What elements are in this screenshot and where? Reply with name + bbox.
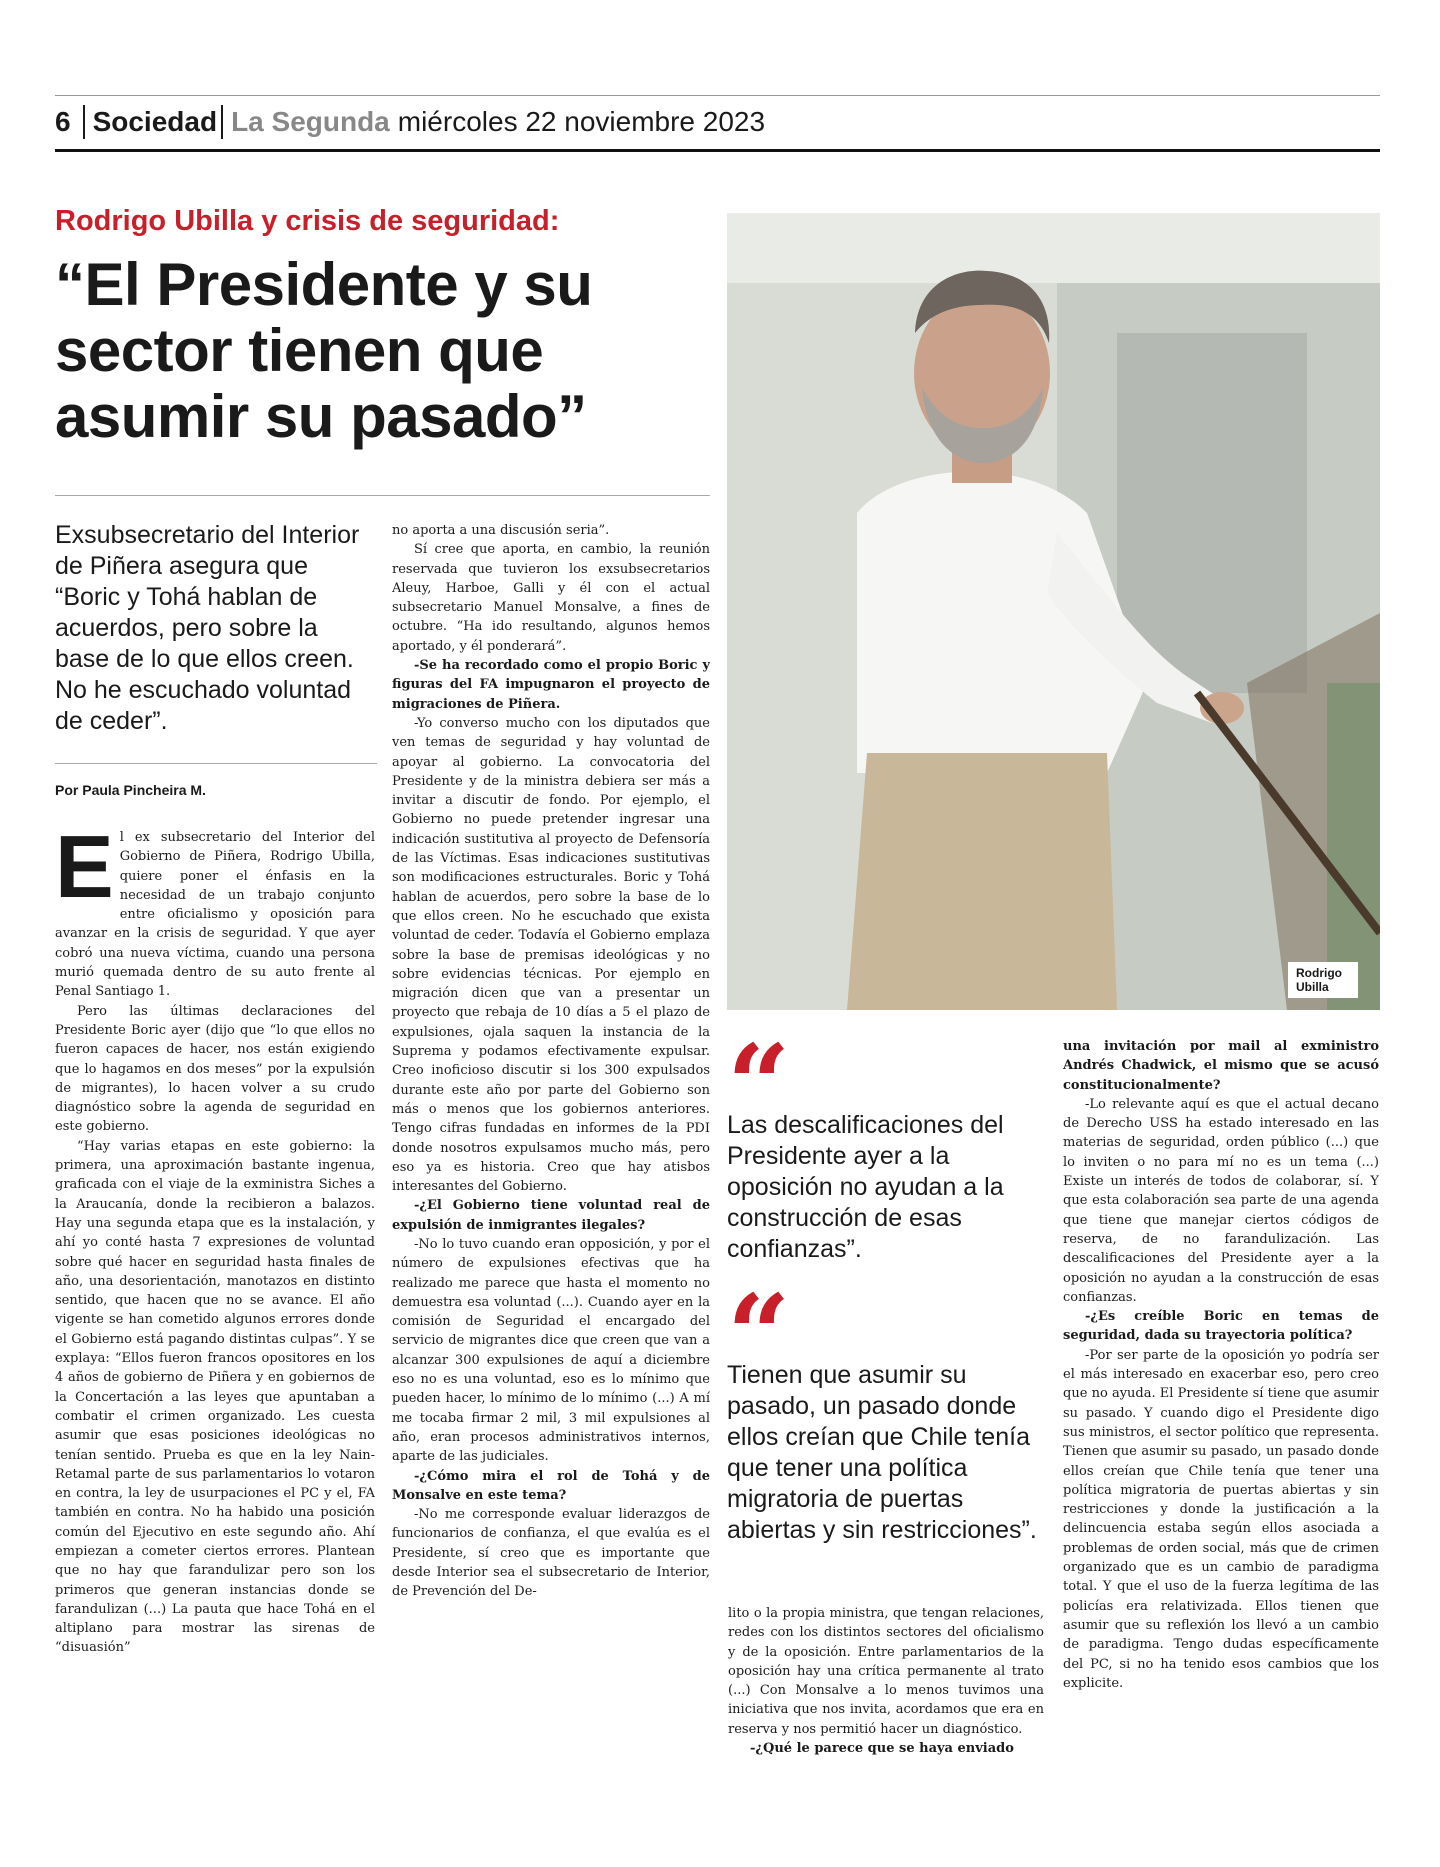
photo-caption: Rodrigo Ubilla xyxy=(1288,962,1358,998)
body-column-2 xyxy=(392,521,710,1831)
body-paragraph: Sí cree que aporta, en cambio, la reunión reservada que tuvieron los exsubsecretarios Aleuy, Harboe, Galli y él con el actual subsecretario Manuel Monsalve, a fines de octubre. “Ha ido resultando, algunos hemos aportado, y él ponderará”. xyxy=(392,542,710,654)
portrait-illustration xyxy=(727,213,1380,1010)
header-bottom-rule xyxy=(55,149,1380,152)
body-paragraph: lito o la propia ministra, que tengan relaciones, redes con los distintos sectores del oficialismo y de la oposición. Entre parlamentarios de la oposición hay una crítica permanente al trato (...) Con Monsalve a lo menos tuvimos una iniciativa que nos invita, acordamos que era en reserva y nos permitió hacer un diagnóstico. xyxy=(728,1606,1044,1737)
interview-question: -¿Es creíble Boric en temas de seguridad, dada su trayectoria política? xyxy=(1063,1309,1379,1344)
interview-answer: -No lo tuvo cuando eran opposición, y por el número de expulsiones efectivas que ha realizado me parece que hasta el momento no demuestra esa voluntad (...). Cuando ayer en la comisión de Seguridad el encargado del servicio de migrantes dice que creen que van a alcanzar 300 expulsiones de aquí a diciembre eso no es una voluntad, eso es lo mínimo que pueden hacer, lo mínimo de lo mínimo (...) A mí me tocaba firmar 2 mil, 3 mil expulsiones al año, eran procesos administrativos internos, aparte de las judiciales. xyxy=(392,1236,710,1465)
interview-answer: -Por ser parte de la oposición yo podría ser el más interesado en exacerbar eso, pero creo que no ayuda. El Presidente sí tiene que asumir su pasado. Y cuando digo el Presidente digo sus ministros, el sector político que representa. Tienen que asumir su pasado, un pasado donde ellos creían que Chile tenía que tener una política migratoria de puertas abiertas y sin restricciones y donde la justificación a la delincuencia estaba según ellos asociada a problemas de orden social, más que de crimen organizado que es un cambio de paradigma total. Y que el uso de la fuerza legítima de las policías era relativizada. Ellos tienen que asumir que su reflexión los llevó a un cambio de paradigma. Tengo dudas específicamente del PC, si no ha tenido esos cambios que los explicite. xyxy=(1063,1347,1379,1691)
interview-answer: -Lo relevante aquí es que el actual decano de Derecho USS ha estado interesado en las materias de seguridad, orden público (...) que lo inviten o no para mí no es un tema (...) Existe un interés de todos de colaborar, sí. Y que esta colaboración sea parte de una agenda que tiene que manejar ciertos códigos de reserva, de no farandulización. Las descalificaciones del Presidente ayer a la oposición no ayudan a la construcción de esas confianzas. xyxy=(1063,1096,1379,1305)
quote-mark-icon: “ xyxy=(727,1270,791,1399)
byline: Por Paula Pincheira M. xyxy=(55,782,206,798)
issue-date: miércoles 22 noviembre 2023 xyxy=(397,106,766,137)
interview-answer: -Yo converso mucho con los diputados que ven temas de seguridad y hay voluntad de apoyar al gobierno. La convocatoria del Presidente y de la ministra debiera ser más a invitar a discutir de fondo. Por ejemplo, el Gobierno no puede pretender ingresar una indicación sustitutiva al proyecto de Defensoría de las Víctimas. Esas indicaciones sustitutivas son modificaciones estructurales. Boric y Tohá hablan de acuerdos, pero sobre la base de lo que ellos creen. No he escuchado que exista voluntad de ceder. Todavía el Gobierno emplaza sobre la base de premisas ideológicas y no sobre evidencias técnicas. Por ejemplo en migración dicen que van a presentar un proyecto que rebaja de 10 días a 5 el plazo de expulsiones, ojala saquen la instancia de la Suprema y podamos efectivamente expulsar. Creo inoficioso discutir si los 300 expulsados durante este año por parte del Gobierno son más o menos que los gobiernos anteriores. Tengo cifras fundadas en informes de la PDI donde nosotros expulsamos mucho más, pero eso ya es historia. Creo que hay atisbos interesantes del Gobierno. xyxy=(392,715,710,1195)
article-headline: “El Presidente y su sector tienen que asumir su pasado” xyxy=(55,251,593,450)
interview-answer: -No me corresponde evaluar liderazgos de funcionarios de confianza, el que evalúa es el Presidente, sí creo que es importante que desde Interior sea el subsecretario de Interior, de Prevención del De- xyxy=(392,1507,710,1600)
interview-question: -¿Qué le parece que se haya enviado xyxy=(750,1741,1014,1757)
deck-rule xyxy=(55,763,377,764)
drop-cap: E xyxy=(55,828,114,916)
pull-quote: Tienen que asumir su pasado, un pasado donde ellos creían que Chile tenía que tener una política migratoria de puertas abiertas y sin restricciones”. xyxy=(727,1361,1037,1544)
interview-question: -¿El Gobierno tiene voluntad real de expulsión de inmigrantes ilegales? xyxy=(392,1198,710,1233)
header-top-rule xyxy=(55,95,1380,96)
interview-question: -Se ha recordado como el propio Boric y figuras del FA impugnaron el proyecto de migraciones de Piñera. xyxy=(392,658,710,712)
body-paragraph: no aporta a una discusión seria”. xyxy=(392,523,610,538)
article-deck: Exsubsecretario del Interior de Piñera asegura que “Boric y Tohá hablan de acuerdos, pero sobre la base de lo que ellos creen. No he escuchado voluntad de ceder”. xyxy=(55,521,360,735)
page-header xyxy=(55,100,765,144)
body-column-3 xyxy=(728,1604,1044,1829)
body-paragraph: Pero las últimas declaraciones del Presidente Boric ayer (dijo que “lo que ellos no fueron capaces de hacer, nos están exigiendo que lo hagamos en dos meses” por la expulsión de migrantes), lo hacen volver a su crudo diagnóstico sobre la agenda de seguridad en este gobierno. xyxy=(55,1003,375,1135)
body-paragraph: l ex subsecretario del Interior del Gobierno de Piñera, Rodrigo Ubilla, quiere poner el énfasis en la necesidad de un trabajo conjunto entre oficialismo y oposición para avanzar en la crisis de seguridad. Y que ayer cobró una nueva víctima, cuando una persona murió quemada dentro de su auto frente al Penal Santiago 1. xyxy=(55,830,375,1000)
body-column-4 xyxy=(1063,1037,1379,1829)
quote-mark-icon: “ xyxy=(727,1020,791,1149)
page-number: 6 xyxy=(55,106,71,137)
interview-question: -¿Cómo mira el rol de Tohá y de Monsalve en este tema? xyxy=(392,1468,710,1503)
headline-rule xyxy=(55,495,710,496)
newspaper-name: La Segunda xyxy=(231,106,390,137)
portrait-photo xyxy=(727,213,1380,1010)
pull-quote: Las descalificaciones del Presidente ayer a la oposición no ayudan a la construcción de esas confianzas”. xyxy=(727,1111,1004,1263)
article-kicker: Rodrigo Ubilla y crisis de seguridad: xyxy=(55,205,560,237)
header-separator xyxy=(83,105,85,139)
body-column-1 xyxy=(55,828,375,1828)
header-separator xyxy=(221,105,223,139)
body-paragraph: “Hay varias etapas en este gobierno: la primera, una aproximación bastante ingenua, graficada con el viaje de la exministra Siches a la Araucanía, donde la recibieron a balazos. Hay una segunda etapa que es la instalación, y ahí yo conté hasta 7 expresiones de voluntad sobre qué hacer en seguridad hasta finales de año, una desorientación, manotazos en distinto sentido, que hacen que no se avance. El año vigente se han cometido algunos errores donde el Gobierno está pagando distintas culpas”. Y se explaya: “Ellos fueron francos opositores en los 4 años de gobierno de Piñera y en gobiernos de la Concertación a las leyes que apuntaban a combatir el crimen organizado. Les cuesta asumir que esas posiciones ideológicas no tenían sentido. Prueba es que en la ley Nain-Retamal parte de sus parlamentarios lo votaron en contra, la ley de usurpaciones el PC y el, FA también en contra. No ha habido una posición común del Ejecutivo en este segundo año. Ahí empiezan a cometer ciertos errores. Plantean que no hay que farandulizar pero son los primeros que generan instancias donde se farandulizan (...) La pauta que hace Tohá en el altiplano para mostrar las sirenas de “disuasión” xyxy=(55,1138,375,1656)
section-name: Sociedad xyxy=(92,106,218,137)
interview-question: una invitación por mail al exministro Andrés Chadwick, el mismo que se acusó constitucionalmente? xyxy=(1063,1039,1379,1093)
